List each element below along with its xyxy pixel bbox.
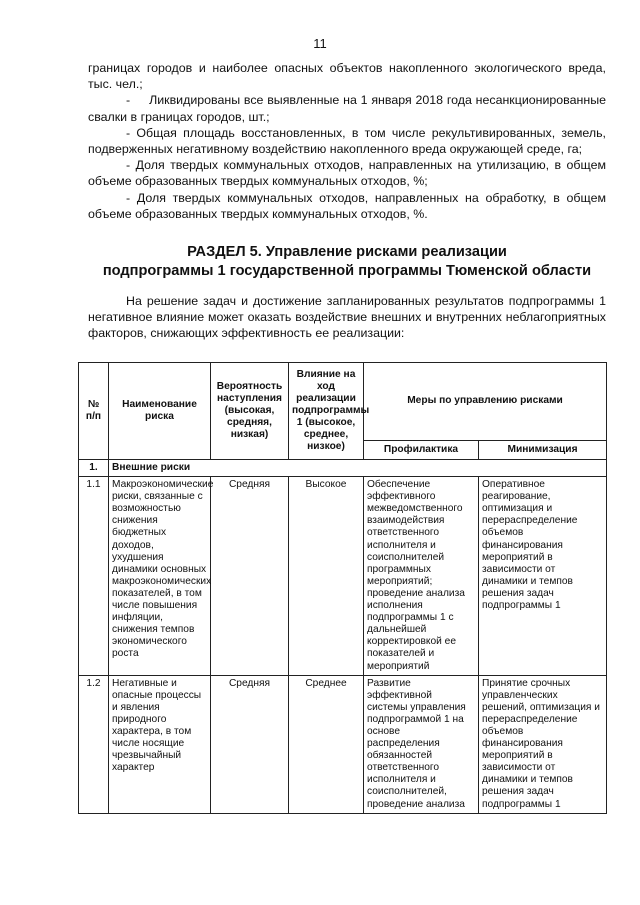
- table-row: [79, 675, 607, 813]
- section-heading-line2: подпрограммы 1 государственной программы Тюменской области: [102, 263, 592, 279]
- row-name: Негативные и опасные процессы и явления природного характера, в том числе носящие чрезвычайный характер: [109, 675, 211, 813]
- row-num: 1.1: [79, 477, 109, 676]
- paragraph: - Общая площадь восстановленных, в том числе рекультивированных, земель, подверженных негативному воздействию накопленного вреда окружающей среде, га;: [88, 125, 606, 157]
- risk-table: [78, 362, 607, 814]
- section-num: 1.: [79, 460, 109, 477]
- row-probability: Средняя: [211, 477, 289, 676]
- intro-paragraph: На решение задач и достижение запланированных результатов подпрограммы 1 негативное влияние может оказать воздействие внешних и внутренних неблагоприятных факторов, снижающих эффективность ее реализации:: [88, 294, 606, 341]
- table-header-row: [79, 363, 607, 441]
- paragraph: - Доля твердых коммунальных отходов, направленных на обработку, в общем объеме образованных твердых коммунальных отходов, %.: [88, 190, 606, 221]
- header-minimization: Минимизация: [479, 441, 607, 460]
- body-text: [88, 60, 606, 222]
- row-impact: Высокое: [289, 477, 364, 676]
- header-impact: Влияние на ход реализации подпрограммы 1 (высокое, среднее, низкое): [289, 363, 364, 460]
- header-prevention: Профилактика: [364, 441, 479, 460]
- paragraph: - Доля твердых коммунальных отходов, направленных на утилизацию, в общем объеме образованных твердых коммунальных отходов, %;: [88, 158, 606, 189]
- page-number: 11: [313, 36, 327, 51]
- header-name: Наименование риска: [109, 363, 211, 460]
- paragraph: границах городов и наиболее опасных объектов накопленного экологического вреда, тыс. чел.;: [88, 61, 606, 92]
- table-section-row: [79, 460, 607, 477]
- row-prevention: Обеспечение эффективного межведомственного взаимодействия ответственного исполнителя и соисполнителей программных мероприятий; проведение анализа исполнения подпрограммы 1 с дальнейшей корректировкой ее показателей и мероприятий: [364, 477, 479, 676]
- section-heading-line1: РАЗДЕЛ 5. Управление рисками реализации: [187, 244, 507, 260]
- row-probability: Средняя: [211, 675, 289, 813]
- section-heading: [88, 243, 606, 281]
- row-prevention: Развитие эффективной системы управления подпрограммой 1 на основе распределения обязанностей ответственного исполнителя и соисполнителей, проведение анализа: [364, 675, 479, 813]
- row-minimization: Оперативное реагирование, оптимизация и перераспределение объемов финансирования мероприятий в зависимости от динамики и темпов решения задач подпрограммы 1: [479, 477, 607, 676]
- row-num: 1.2: [79, 675, 109, 813]
- paragraph: - Ликвидированы все выявленные на 1 января 2018 года несанкционированные свалки в границах городов, шт.;: [88, 93, 606, 124]
- row-name: Макроэкономические риски, связанные с возможностью снижения бюджетных доходов, ухудшения динамики основных макроэкономических показателей, в том числе повышения инфляции, снижения темпов экономического роста: [109, 477, 211, 676]
- table-row: [79, 477, 607, 676]
- row-impact: Среднее: [289, 675, 364, 813]
- header-num: № п/п: [79, 363, 109, 460]
- header-probability: Вероятность наступления (высокая, средняя, низкая): [211, 363, 289, 460]
- header-measures: Меры по управлению рисками: [364, 363, 607, 441]
- section-title: Внешние риски: [109, 460, 607, 477]
- row-minimization: Принятие срочных управленческих решений, оптимизация и перераспределение объемов финансирования мероприятий в зависимости от динамики и темпов решения задач подпрограммы 1: [479, 675, 607, 813]
